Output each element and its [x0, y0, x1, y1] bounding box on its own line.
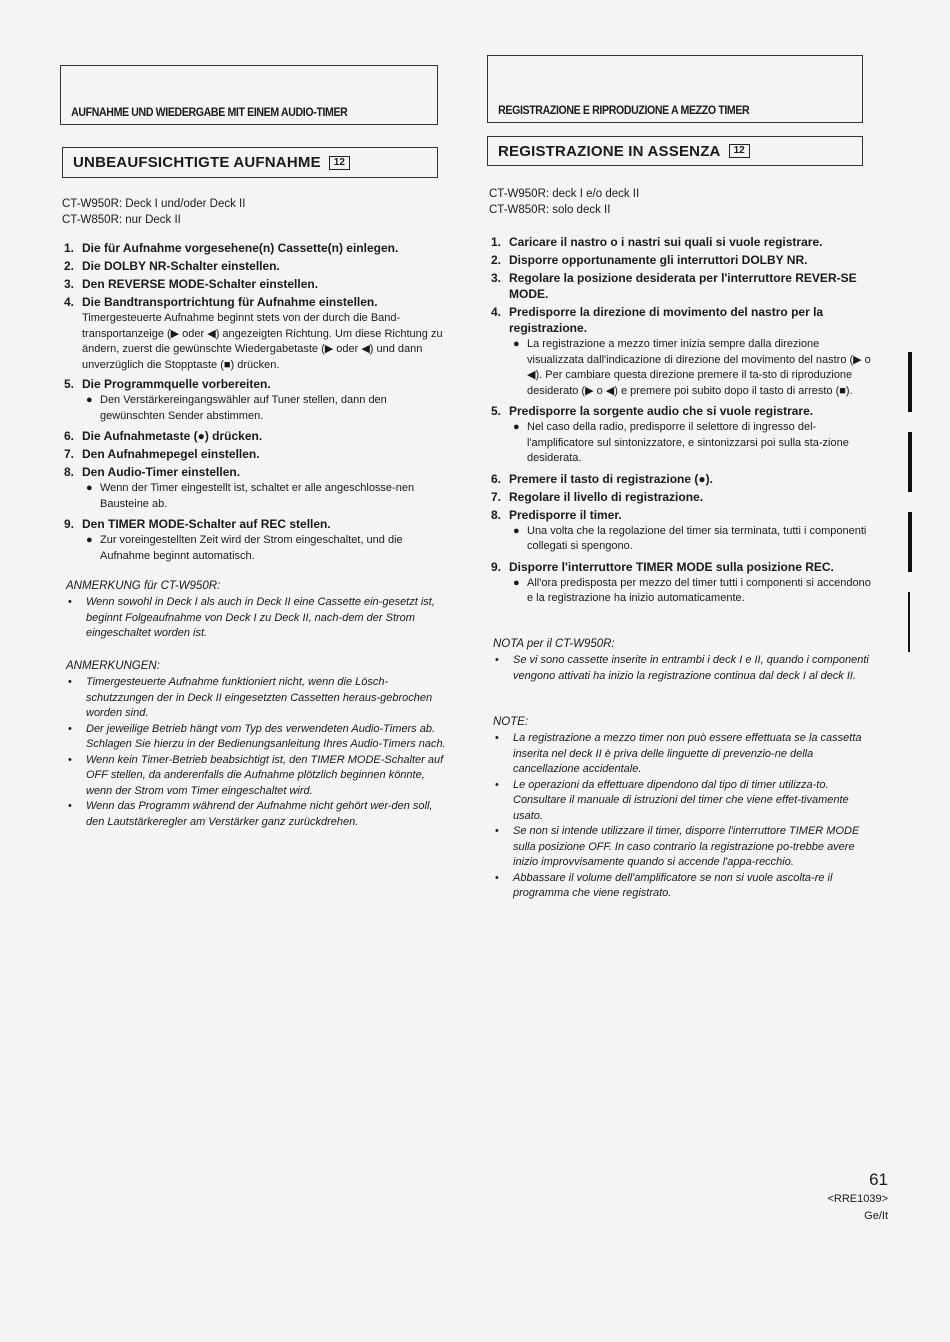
step-item	[64, 240, 450, 256]
bullet-icon: ●	[86, 394, 93, 406]
step-bullet	[82, 481, 450, 512]
step-list	[491, 234, 879, 611]
step-number: 9.	[491, 559, 502, 574]
bullet-icon: •	[495, 654, 499, 666]
step-item	[64, 276, 450, 292]
note-text: Se non si intende utilizzare il timer, disporre l'interruttore TIMER MODE sulla posizione OFF. In caso contrario la registrazione po-trebbe avere inizio improvvisamente quando si accende l'appa-recchio.	[513, 825, 860, 868]
document-code: <RRE1039>	[827, 1193, 888, 1205]
bullet-text: All'ora predisposta per mezzo del timer tutti i componenti si accendono e la registrazione ha inizio automaticamente.	[527, 576, 871, 604]
bullet-icon: •	[495, 871, 499, 884]
page-reference-badge: 12	[329, 156, 350, 170]
step-text: Predisporre la direzione di movimento del nastro per la registrazione.	[509, 305, 824, 335]
note-item	[66, 799, 450, 830]
step-number: 7.	[64, 447, 75, 461]
step-bullet	[509, 576, 879, 607]
step-item	[491, 489, 879, 505]
step-item	[64, 464, 450, 512]
model-line: CT-W850R: solo deck II	[489, 204, 611, 216]
page-number: 61	[869, 1170, 888, 1189]
step-number: 2.	[491, 253, 502, 267]
step-text: Den REVERSE MODE-Schalter einstellen.	[82, 277, 319, 291]
note-text: La registrazione a mezzo timer non può essere effettuata se la cassetta inserita nel deck II è priva delle linguette di prevenzio-ne della cancellazione accidentale.	[513, 732, 862, 775]
notes-block	[66, 658, 450, 830]
step-number: 3.	[491, 271, 502, 285]
step-bullet	[509, 337, 879, 399]
note-block	[493, 636, 879, 684]
step-number: 7.	[491, 489, 502, 504]
bullet-icon: ●	[86, 534, 93, 546]
step-item	[64, 516, 450, 564]
bullet-icon: •	[495, 825, 499, 837]
step-number: 4.	[491, 305, 502, 319]
section-title: UNBEAUFSICHTIGTE AUFNAHME	[73, 154, 321, 171]
step-bullet	[82, 533, 450, 564]
step-item	[64, 446, 450, 462]
step-item	[64, 428, 450, 444]
step-text: Regolare la posizione desiderata per l'interruttore REVER-SE MODE.	[509, 271, 857, 301]
step-text: Die Programmquelle vorbereiten.	[82, 377, 271, 391]
bullet-text: Den Verstärkereingangswähler auf Tuner stellen, dann den gewünschten Sender abstimmen.	[100, 394, 387, 422]
step-item	[491, 304, 879, 399]
step-number: 5.	[491, 404, 502, 418]
step-bullet	[509, 524, 879, 555]
bullet-icon: •	[68, 676, 72, 688]
note-item	[66, 722, 450, 753]
notes-block	[493, 714, 879, 902]
step-text: Die für Aufnahme vorgesehene(n) Cassette(n) einlegen.	[82, 241, 399, 255]
page-reference-badge: 12	[729, 144, 750, 158]
step-item	[491, 471, 879, 487]
notes-title: NOTE:	[493, 716, 529, 728]
step-item	[64, 294, 450, 373]
bullet-icon: •	[68, 722, 72, 735]
step-bullet	[82, 393, 450, 424]
chapter-title: REGISTRAZIONE E RIPRODUZIONE A MEZZO TIMER	[498, 105, 750, 117]
note-text: Abbassare il volume dell'amplificatore se non si vuole ascolta-re il programma che viene registrato.	[513, 871, 833, 899]
step-item	[491, 559, 879, 607]
bullet-icon: •	[495, 732, 499, 744]
model-line: CT-W850R: nur Deck II	[62, 214, 181, 226]
note-item	[66, 753, 450, 800]
note-title: NOTA per il CT-W950R:	[493, 638, 615, 650]
note-text: Wenn sowohl in Deck I als auch in Deck II eine Cassette ein-gesetzt ist, beginnt Folgeaufnahme von Deck I zu Deck II, nach-dem der Strom eingeschaltet worden ist.	[86, 596, 435, 639]
step-text: Premere il tasto di registrazione (●).	[509, 471, 713, 486]
step-number: 2.	[64, 259, 75, 273]
section-title: REGISTRAZIONE IN ASSENZA	[498, 142, 721, 160]
bullet-icon: ●	[86, 482, 93, 494]
bullet-icon: •	[495, 778, 499, 791]
model-line: CT-W950R: deck I e/o deck II	[489, 188, 640, 200]
note-item	[493, 824, 879, 871]
step-list	[64, 240, 450, 568]
step-number: 3.	[64, 277, 75, 291]
margin-marker	[908, 352, 912, 412]
bullet-text: La registrazione a mezzo timer inizia sempre dalla direzione visualizzata dall'indicazione di direzione del movimento del nastro (▶ o ◀). Per cambiare questa direzione premere il ta-sto di riproduzione desiderato (▶ o ◀) e premere poi subito dopo il tasto di arresto (■).	[527, 338, 871, 397]
note-item	[493, 731, 879, 778]
step-number: 5.	[64, 377, 75, 391]
step-item	[491, 252, 879, 268]
note-item	[66, 675, 450, 722]
note-title: ANMERKUNG für CT-W950R:	[66, 580, 221, 592]
step-item	[491, 270, 879, 302]
note-text: Le operazioni da effettuare dipendono dal tipo di timer utilizza-to. Consultare il manuale di istruzioni del timer che viene effet-tivamente usato.	[513, 778, 849, 822]
step-text: Den TIMER MODE-Schalter auf REC stellen.	[82, 517, 331, 531]
bullet-icon: ●	[513, 421, 520, 433]
bullet-text: Zur voreingestellten Zeit wird der Strom eingeschaltet, und die Aufnahme beginnt automatisch.	[100, 534, 403, 562]
step-number: 6.	[491, 471, 502, 486]
margin-marker	[908, 512, 912, 572]
note-text: Wenn das Programm während der Aufnahme nicht gehört wer-den soll, den Lautstärkeregler am Verstärker ganz zurückdrehen.	[86, 800, 433, 828]
model-list	[489, 186, 639, 218]
step-text: Predisporre la sorgente audio che si vuole registrare.	[509, 404, 814, 418]
note-text: Der jeweilige Betrieb hängt vom Typ des verwendeten Audio-Timers ab. Schlagen Sie hierzu in der Bedienungsanleitung Ihres Audio-Timers nach.	[86, 722, 446, 750]
step-number: 9.	[64, 517, 75, 531]
chapter-header-box	[60, 65, 438, 125]
bullet-icon: ●	[513, 338, 520, 350]
note-item	[493, 653, 879, 684]
step-item	[491, 403, 879, 467]
note-item	[493, 778, 879, 825]
step-text: Den Audio-Timer einstellen.	[82, 465, 241, 479]
step-number: 1.	[491, 235, 502, 249]
step-number: 6.	[64, 429, 75, 443]
bullet-text: Wenn der Timer eingestellt ist, schaltet er alle angeschlosse-nen Bausteine ab.	[100, 482, 415, 510]
step-number: 4.	[64, 295, 75, 309]
step-item	[64, 376, 450, 424]
note-block	[66, 578, 450, 642]
step-text: Disporre opportunamente gli interruttori DOLBY NR.	[509, 253, 808, 267]
section-header-box	[487, 136, 863, 166]
step-item	[64, 258, 450, 274]
step-text: Die Bandtransportrichtung für Aufnahme einstellen.	[82, 295, 378, 309]
language-code: Ge/It	[864, 1210, 888, 1222]
bullet-icon: •	[68, 753, 72, 766]
bullet-icon: ●	[513, 576, 520, 589]
margin-marker	[908, 432, 912, 492]
bullet-text: Nel caso della radio, predisporre il selettore di ingresso del-l'amplificatore sul sintonizzatore, e sintonizzarsi poi sulla sta-zione desiderata.	[527, 421, 849, 464]
bullet-icon: ●	[513, 524, 520, 537]
step-text: Predisporre il timer.	[509, 507, 622, 522]
step-text: Caricare il nastro o i nastri sui quali si vuole registrare.	[509, 235, 823, 249]
step-description: Timergesteuerte Aufnahme beginnt stets von der durch die Band-transportanzeige (▶ oder ◀) angezeigten Richtung. Um diese Richtung zu ändern, zuerst die gewünschte Wiedergabetaste (▶ oder ◀) und dann unverzüglich die Stopptaste (■) drücken.	[82, 312, 443, 371]
step-text: Disporre l'interruttore TIMER MODE sulla posizione REC.	[509, 559, 834, 574]
model-list	[62, 196, 245, 228]
note-item	[66, 595, 450, 642]
bullet-icon: •	[68, 596, 72, 608]
step-number: 8.	[491, 507, 502, 522]
step-text: Den Aufnahmepegel einstellen.	[82, 447, 260, 461]
note-text: Se vi sono cassette inserite in entrambi i deck I e II, quando i componenti vengono attivati ha inizio la registrazione continua dal deck I al deck II.	[513, 654, 869, 682]
section-header-box	[62, 147, 438, 178]
note-item	[493, 871, 879, 902]
step-number: 1.	[64, 241, 75, 255]
bullet-text: Una volta che la regolazione del timer sia terminata, tutti i componenti collegati si spengono.	[527, 524, 867, 552]
step-text: Die DOLBY NR-Schalter einstellen.	[82, 259, 280, 273]
step-bullet	[509, 420, 879, 467]
margin-marker	[908, 592, 910, 652]
chapter-header-box	[487, 55, 863, 123]
step-number: 8.	[64, 465, 75, 479]
model-line: CT-W950R: Deck I und/oder Deck II	[62, 198, 246, 210]
step-text: Regolare il livello di registrazione.	[509, 489, 704, 504]
step-item	[491, 507, 879, 555]
chapter-title: AUFNAHME UND WIEDERGABE MIT EINEM AUDIO-TIMER	[71, 107, 348, 119]
note-text: Timergesteuerte Aufnahme funktioniert nicht, wenn die Lösch-schutzzungen der in Deck II eingesetzten Cassetten heraus-gebrochen worden sind.	[86, 676, 433, 719]
bullet-icon: •	[68, 800, 72, 812]
note-text: Wenn kein Timer-Betrieb beabsichtigt ist, den TIMER MODE-Schalter auf OFF stellen, da anderenfalls die Aufnahme plötzlich beginnen könnte, wenn der Strom vom Timer eingeschaltet wird.	[86, 753, 444, 797]
step-text: Die Aufnahmetaste (●) drücken.	[82, 429, 263, 443]
step-item	[491, 234, 879, 250]
notes-title: ANMERKUNGEN:	[66, 660, 160, 672]
